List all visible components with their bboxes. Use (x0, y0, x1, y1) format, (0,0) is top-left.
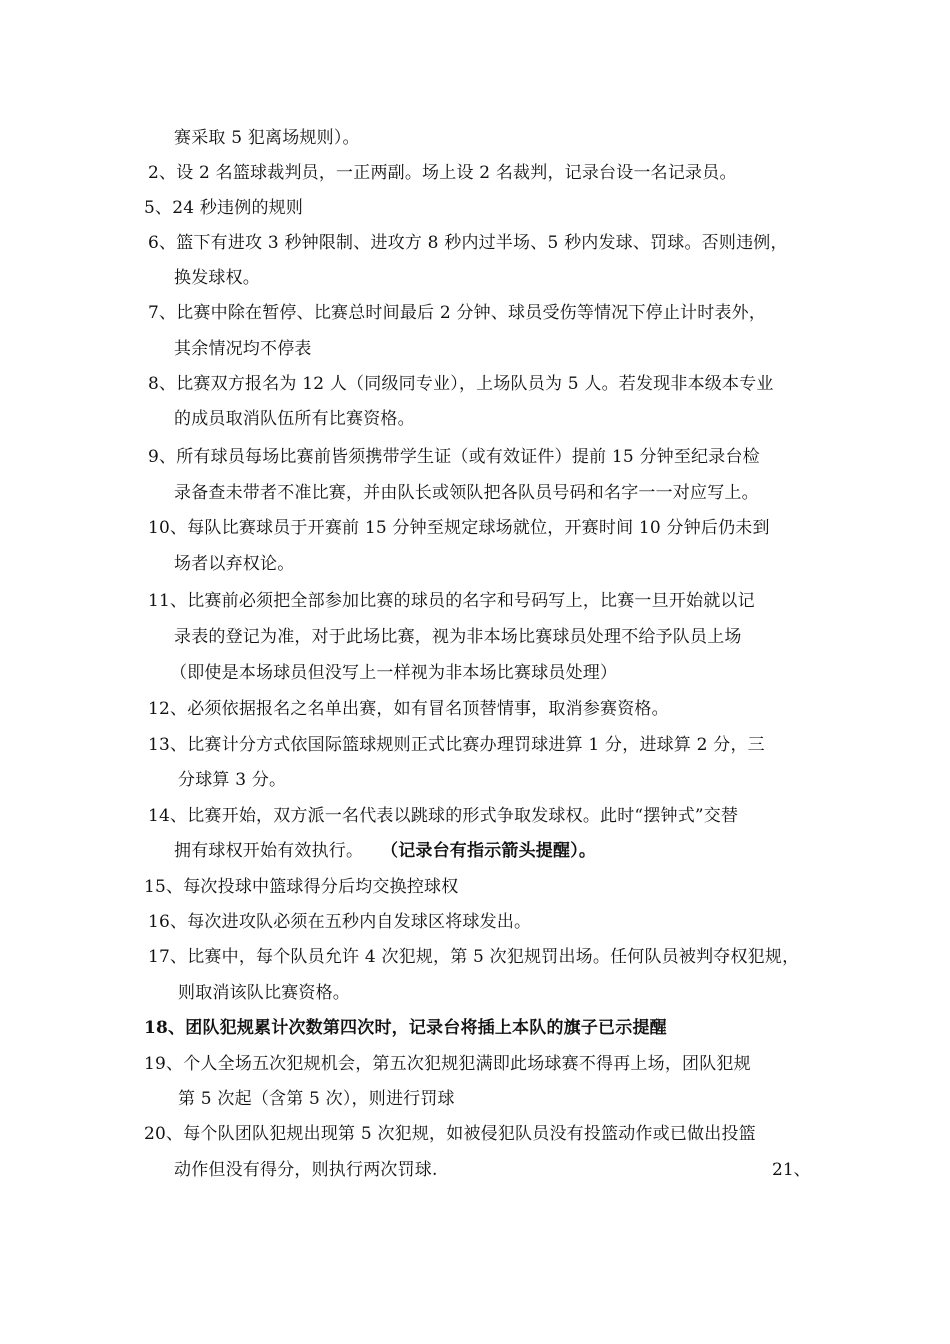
text-line-3: 5、24 秒违例的规则 (144, 198, 304, 218)
text-line-19: 分球算 3 分。 (178, 770, 287, 790)
text-line-20: 14、比赛开始，双方派一名代表以跳球的形式争取发球权。此时“摆钟式”交替 (148, 806, 739, 826)
text-line-7: 其余情况均不停表 (174, 339, 312, 359)
text-line-15: 录表的登记为准，对于此场比赛，视为非本场比赛球员处理不给予队员上场 (174, 627, 742, 647)
text-line-24: 17、比赛中，每个队员允许 4 次犯规，第 5 次犯规罚出场。任何队员被判夺权犯规， (148, 947, 800, 967)
text-line-6: 7、比赛中除在暂停、比赛总时间最后 2 分钟、球员受伤等情况下停止计时表外， (148, 303, 767, 323)
text-line-22: 15、每次投球中篮球得分后均交换控球权 (144, 877, 459, 897)
text-line-5: 换发球权。 (174, 268, 260, 288)
text-line-1: 赛采取 5 犯离场规则）。 (174, 128, 360, 148)
text-line-4: 6、篮下有进攻 3 秒钟限制、进攻方 8 秒内过半场、5 秒内发球、罚球。否则违例， (148, 233, 788, 253)
text-line-27: 19、个人全场五次犯规机会，第五次犯规犯满即此场球赛不得再上场，团队犯规 (144, 1054, 751, 1074)
text-line-12: 10、每队比赛球员于开赛前 15 分钟至规定球场就位，开赛时间 10 分钟后仍未到 (148, 518, 770, 538)
text-line-25: 则取消该队比赛资格。 (178, 983, 350, 1003)
text-line-13: 场者以弃权论。 (174, 554, 295, 574)
text-line-2: 2、设 2 名篮球裁判员，一正两副。场上设 2 名裁判，记录台设一名记录员。 (148, 163, 737, 183)
text-line-8: 8、比赛双方报名为 12 人（同级同专业），上场队员为 5 人。若发现非本级本专业 (148, 374, 774, 394)
text-line-17: 12、必须依据报名之名单出赛，如有冒名顶替情事，取消参赛资格。 (148, 699, 669, 719)
text-line-21: 拥有球权开始有效执行。 (174, 841, 364, 861)
text-line-18: 13、比赛计分方式依国际篮球规则正式比赛办理罚球进算 1 分，进球算 2 分，三 (148, 735, 765, 755)
text-line-10: 9、所有球员每场比赛前皆须携带学生证（或有效证件）提前 15 分钟至纪录台检 (148, 447, 760, 467)
text-line-31: 21、 (772, 1160, 811, 1180)
text-line-11: 录备查未带者不准比赛，并由队长或领队把各队员号码和名字一一对应写上。 (174, 483, 759, 503)
text-line-16: （即使是本场球员但没写上一样视为非本场比赛球员处理） (170, 663, 618, 683)
text-line-14: 11、比赛前必须把全部参加比赛的球员的名字和号码写上，比赛一旦开始就以记 (148, 591, 755, 611)
text-line-29: 20、每个队团队犯规出现第 5 次犯规，如被侵犯队员没有投篮动作或已做出投篮 (144, 1124, 756, 1144)
text-line-23: 16、每次进攻队必须在五秒内自发球区将球发出。 (148, 912, 532, 932)
text-line-28: 第 5 次起（含第 5 次），则进行罚球 (178, 1089, 455, 1109)
text-line-26: 18、团队犯规累计次数第四次时，记录台将插上本队的旗子已示提醒 (144, 1018, 667, 1038)
text-line-21-bold: （记录台有指示箭头提醒）。 (381, 841, 597, 861)
text-line-9: 的成员取消队伍所有比赛资格。 (174, 409, 415, 429)
text-line-30: 动作但没有得分，则执行两次罚球. (174, 1160, 438, 1180)
